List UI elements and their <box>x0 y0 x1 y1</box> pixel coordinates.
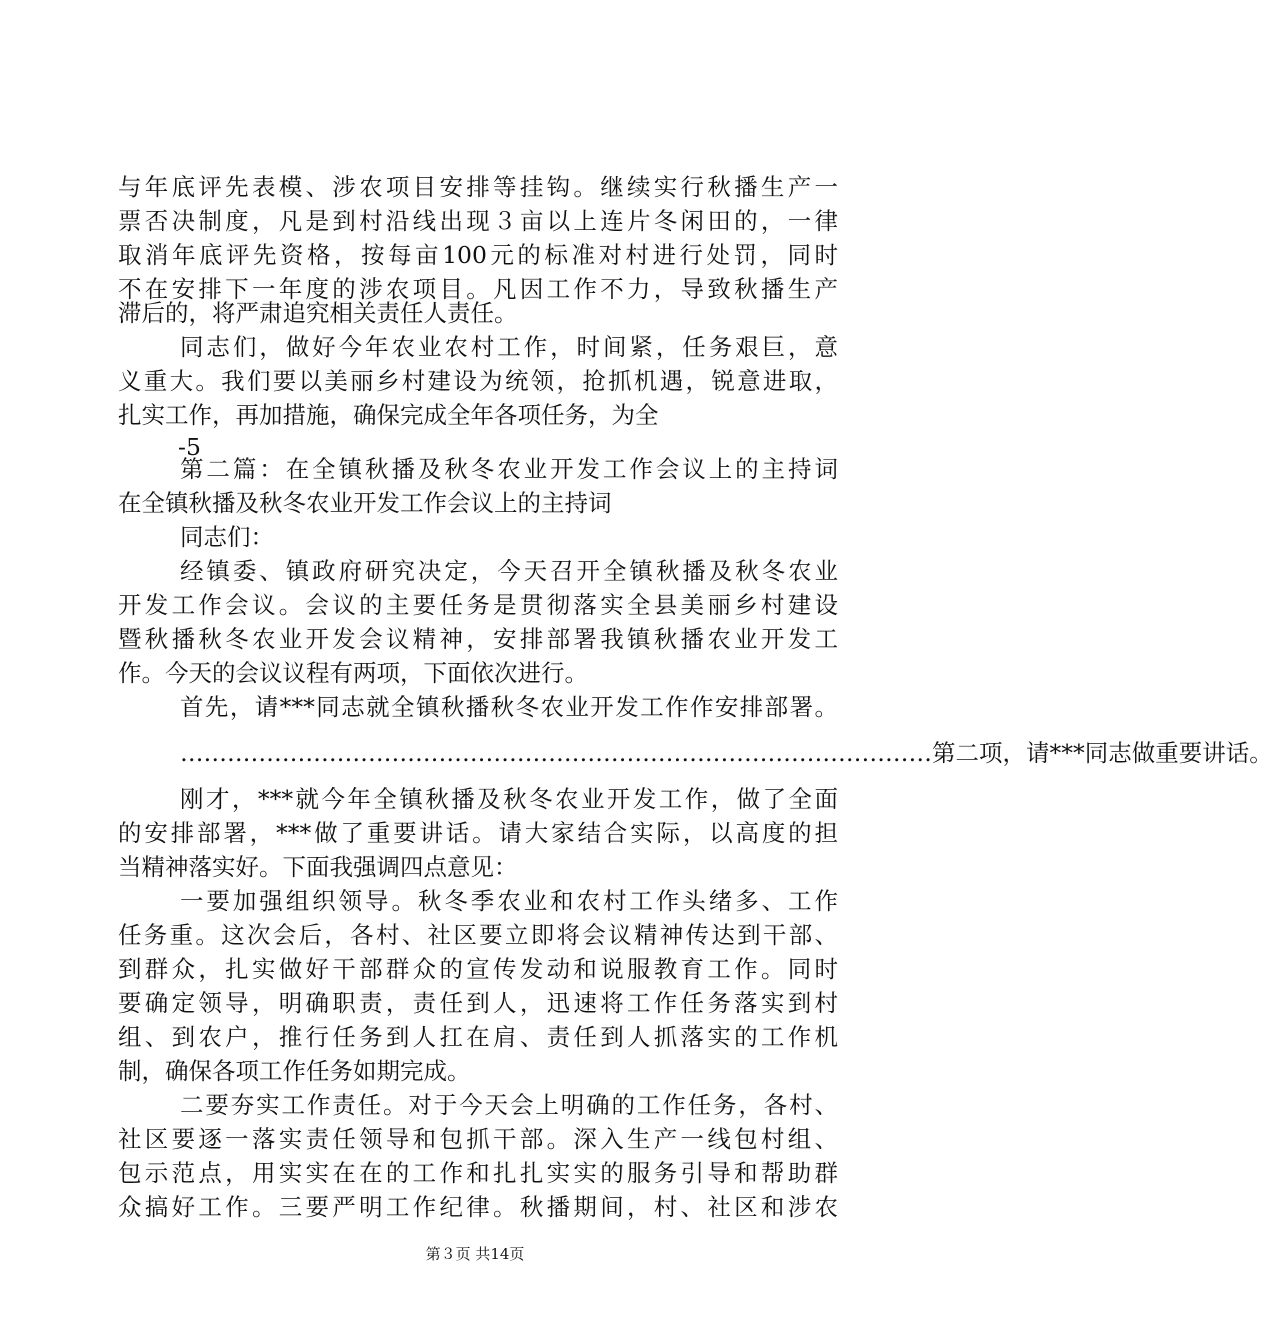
dot-leader: …………………………………………………………………………………… <box>180 739 932 767</box>
text-line: 制，确保各项工作任务如期完成。 <box>118 1057 471 1085</box>
text-line: 众搞好工作。三要严明工作纪律。秋播期间，村、社区和涉农 <box>118 1193 838 1221</box>
paragraph-first-line: 二要夯实工作责任。对于今天会上明确的工作任务，各村、 <box>180 1091 838 1119</box>
paragraph-first-line: 一要加强组织领导。秋冬季农业和农村工作头绪多、工作 <box>180 887 838 915</box>
text-line: 不在安排下一年度的涉农项目。凡因工作不力，导致秋播生产 <box>118 275 838 303</box>
text-line: 与年底评先表模、涉农项目安排等挂钩。继续实行秋播生产一 <box>118 173 838 201</box>
section-heading: 第二篇：在全镇秋播及秋冬农业开发工作会议上的主持词 <box>180 455 838 483</box>
text-line: 扎实工作，再加措施，确保完成全年各项任务，为全 <box>118 401 659 429</box>
page-footer: 第３页 共14页 <box>425 1245 525 1263</box>
text-line: 任务重。这次会后，各村、社区要立即将会议精神传达到干部、 <box>118 921 838 949</box>
text-line: 滞后的，将严肃追究相关责任人责任。 <box>118 299 518 327</box>
text-line: 义重大。我们要以美丽乡村建设为统领，抢抓机遇，锐意进取， <box>118 367 838 395</box>
agenda-item-leader <box>180 736 1273 770</box>
text-line: 开发工作会议。会议的主要任务是贯彻落实全县美丽乡村建设 <box>118 591 838 619</box>
paragraph-first-line: 首先，请***同志就全镇秋播秋冬农业开发工作作安排部署。 <box>180 693 838 721</box>
text-line: 票否决制度，凡是到村沿线出现３亩以上连片冬闲田的，一律 <box>118 207 838 235</box>
text-line: 要确定领导，明确职责，责任到人，迅速将工作任务落实到村 <box>118 989 838 1017</box>
paragraph-first-line: 刚才，***就今年全镇秋播及秋冬农业开发工作，做了全面 <box>180 785 838 813</box>
text-line: 包示范点，用实实在在的工作和扎扎实实的服务引导和帮助群 <box>118 1159 838 1187</box>
text-line: 暨秋播秋冬农业开发会议精神，安排部署我镇秋播农业开发工 <box>118 625 838 653</box>
salutation: 同志们： <box>180 523 274 551</box>
paragraph-first-line: 同志们，做好今年农业农村工作，时间紧，任务艰巨，意 <box>180 333 838 361</box>
agenda-item-text: 第二项，请***同志做重要讲话。 <box>932 739 1273 767</box>
section-subtitle: 在全镇秋播及秋冬农业开发工作会议上的主持词 <box>118 489 612 517</box>
text-line: 取消年底评先资格，按每亩100元的标准对村进行处罚，同时 <box>118 241 838 269</box>
text-line: 当精神落实好。下面我强调四点意见： <box>118 853 518 881</box>
text-line: 社区要逐一落实责任领导和包抓干部。深入生产一线包村组、 <box>118 1125 838 1153</box>
text-line: 组、到农户，推行任务到人扛在肩、责任到人抓落实的工作机 <box>118 1023 838 1051</box>
paragraph-first-line: 经镇委、镇政府研究决定，今天召开全镇秋播及秋冬农业 <box>180 557 838 585</box>
text-line: 的安排部署，***做了重要讲话。请大家结合实际，以高度的担 <box>118 819 838 847</box>
text-line: 作。今天的会议议程有两项，下面依次进行。 <box>118 659 588 687</box>
page-number-marker: -5 <box>178 433 201 461</box>
text-line: 到群众，扎实做好干部群众的宣传发动和说服教育工作。同时 <box>118 955 838 983</box>
